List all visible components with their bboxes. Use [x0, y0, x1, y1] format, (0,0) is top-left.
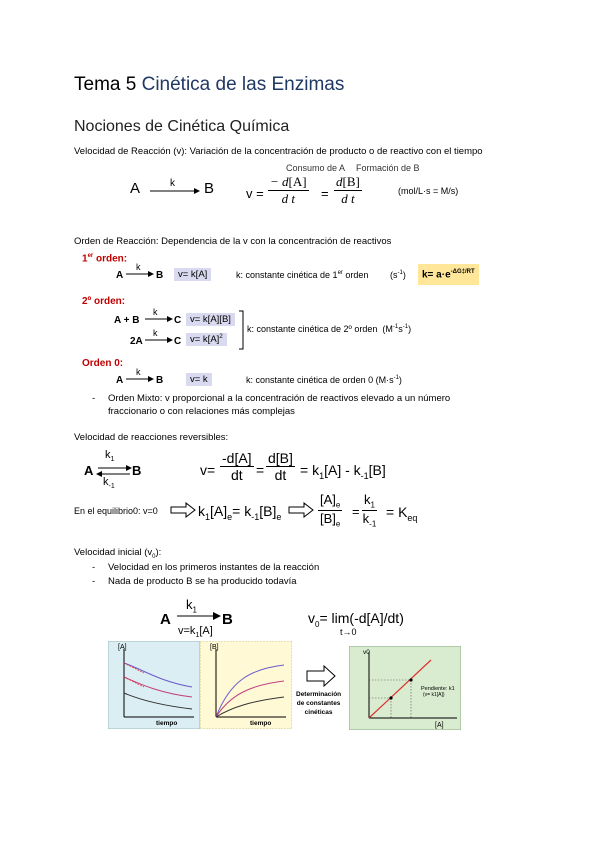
- o0-k: k: [136, 367, 141, 377]
- frac-consumo: [268, 174, 309, 207]
- o0-arrow-icon: [124, 367, 154, 383]
- o2-reactants-2: 2A: [130, 336, 143, 347]
- page-title: [74, 74, 344, 96]
- label-consumo: Consumo de A: [286, 163, 346, 173]
- label-formacion: Formación de B: [356, 163, 420, 173]
- o1-arrow-icon: [124, 262, 154, 278]
- concentration-b-plot: [200, 641, 292, 729]
- initial-bullet-2: Nada de producto B se ha producido todavía: [108, 576, 297, 587]
- bracket-icon: [238, 310, 246, 350]
- units: (mol/L·s = M/s): [398, 186, 459, 196]
- rev-reactant: A: [84, 463, 94, 478]
- num-conc-a: [A]: [288, 174, 307, 189]
- first-order-label: 1er orden:: [82, 253, 128, 265]
- initial-bullet-1: Velocidad en los primeros instantes de la reacción: [108, 562, 320, 573]
- v0-arrow-icon: [175, 600, 221, 624]
- title-accent: Cinética de las Enzimas: [141, 74, 345, 95]
- o2-product-1: C: [174, 315, 182, 326]
- hollow-arrow-icon: [170, 502, 196, 518]
- o1-product: B: [156, 270, 164, 281]
- rev-rhs: = $k_1[A] - k_{-1}[B]$: [300, 462, 386, 481]
- v0-limit: $v_0= \lim(-d[A]/dt)$: [308, 610, 404, 629]
- o0-reactant: A: [116, 375, 124, 386]
- p1-x-label: tiempo: [156, 720, 178, 727]
- bullet-2: -: [92, 576, 96, 587]
- rev-num-b: d[B]: [268, 450, 293, 466]
- flow-arrow-icon: [306, 665, 336, 687]
- o2-desc: k: constante cinética de 2º orden $(M^{-1}s^{-1})$: [247, 324, 412, 334]
- arrhenius-box: $k= a\cdot e^{-\Delta G\ddagger/RT}$: [418, 264, 479, 285]
- o2-k-1: k: [153, 307, 158, 317]
- v-label: v =: [246, 186, 264, 201]
- reactant-a: A: [130, 180, 141, 197]
- mixto-line-2: fraccionario o con relaciones más complejas: [108, 406, 295, 417]
- frac-formacion: [334, 174, 362, 207]
- num-d: d: [336, 174, 343, 189]
- p3-slope-2: (v= k1[A]): [423, 692, 445, 698]
- rev-product: B: [132, 463, 142, 478]
- o2-product-2: C: [174, 336, 182, 347]
- den-dt-1: d t: [281, 191, 295, 206]
- arrow-k-label: k: [170, 178, 175, 189]
- determination-label: [296, 690, 341, 717]
- num-conc-b: [B]: [342, 174, 360, 189]
- o2-k-2: k: [153, 328, 158, 338]
- initial-velocity-heading: Velocidad inicial $(v_0)$:: [74, 547, 162, 560]
- rev-v: v=: [200, 462, 216, 478]
- rev-frac-a: [220, 450, 254, 483]
- rev-frac-b: [266, 450, 295, 483]
- equil-ratio: $\frac{[A]_e}{[B]_e}$: [320, 492, 341, 529]
- mid-label-3: cinéticas: [304, 709, 333, 716]
- rev-num-a: -d[A]: [222, 450, 252, 466]
- o1-reactant: A: [116, 270, 124, 281]
- title-main: Tema 5: [74, 74, 137, 95]
- v0-limit-sub: t→0: [340, 627, 357, 637]
- p1-axis-label: [A]: [118, 644, 127, 651]
- o2-rate-2: $v= k[A]^2$: [186, 333, 227, 346]
- o0-product: B: [156, 375, 164, 386]
- o2-arrow-2-icon: [143, 328, 173, 344]
- bullet-1: -: [92, 562, 96, 573]
- product-b: B: [204, 180, 215, 197]
- mixto-bullet: -: [92, 393, 96, 404]
- o1-desc: k: constante cinética de 1er orden: [236, 270, 369, 280]
- rev-km1: $k_{-1}$: [103, 476, 115, 491]
- zero-order-label: Orden 0:: [82, 358, 124, 369]
- o2-reactants-1: A + B: [114, 315, 140, 326]
- v0-reactant: A: [160, 611, 171, 628]
- p3-axis-label: v0: [363, 649, 370, 656]
- mid-label-1: Determinación: [296, 691, 342, 698]
- mixto-line-1: Orden Mixto: v proporcional a la concentración de reactivos elevado a un número: [108, 393, 451, 404]
- keq: = $K_{eq}$: [386, 504, 418, 523]
- equilibrium-text: En el equilibrio0: v=0: [74, 506, 158, 516]
- rev-dt-2: dt: [274, 467, 287, 483]
- p3-slope-1: Pendiente: k1: [421, 686, 455, 692]
- rev-eq: =: [256, 462, 265, 478]
- concentration-a-plot: [108, 641, 200, 729]
- den-dt-2: d t: [341, 191, 355, 206]
- order-heading: Orden de Reacción: Dependencia de la v con la concentración de reactivos: [74, 236, 392, 247]
- page-subtitle: Nociones de Cinética Química: [74, 118, 290, 135]
- hollow-arrow-2-icon: [288, 502, 314, 518]
- mid-label-2: de constantes: [296, 700, 341, 707]
- v0-k1: $k_1$: [186, 597, 197, 615]
- o2-rate-1: v= k[A][B]: [186, 313, 235, 326]
- equil-k-ratio: $\frac{k_1}{k_{-1}}$: [362, 492, 377, 529]
- initial-velocity-plot: [349, 646, 461, 730]
- v0-rate: $v=k_1[A]$: [178, 625, 213, 640]
- o0-desc: k: constante cinética de orden 0 $(M\cdot s^{-1})$: [246, 375, 402, 385]
- rev-k1: $k_1$: [105, 449, 115, 464]
- o1-k: k: [136, 262, 141, 272]
- rev-dt-1: dt: [230, 467, 243, 483]
- reversible-heading: Velocidad de reacciones reversibles:: [74, 432, 229, 443]
- o1-units: $(s^{-1})$: [390, 270, 406, 280]
- p2-axis-label: [B]: [210, 644, 219, 651]
- reaction-arrow-icon: [148, 176, 200, 198]
- num-minus-d: − d: [270, 174, 289, 189]
- reaction-ab: [130, 180, 140, 197]
- p3-x-label: [A]: [435, 722, 444, 729]
- equil-lhs: $k_1[A]_e= k_{-1}[B]_e$: [198, 503, 282, 522]
- second-order-label: 2º orden:: [82, 296, 126, 307]
- p2-x-label: tiempo: [250, 720, 272, 727]
- equals-sign: =: [321, 186, 329, 201]
- equil-eq: =: [352, 504, 360, 519]
- v0-product: B: [222, 611, 233, 628]
- o2-arrow-1-icon: [143, 307, 173, 323]
- velocity-heading: Velocidad de Reacción (v): Variación de la concentración de producto o de reactivo con el tiempo: [74, 146, 483, 157]
- o0-rate: v= k: [186, 373, 212, 386]
- o1-rate: v= k[A]: [174, 268, 211, 281]
